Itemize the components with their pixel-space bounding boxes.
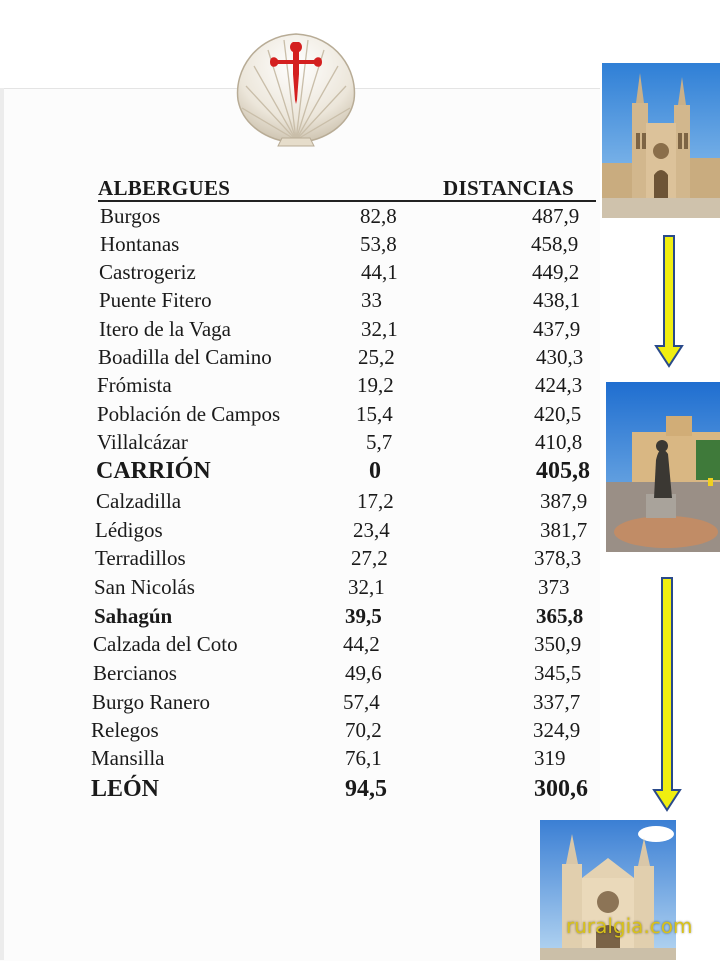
place-name: Boadilla del Camino — [98, 345, 272, 369]
down-arrow-icon — [654, 234, 684, 368]
place-name: Terradillos — [95, 546, 186, 570]
partial-distance: 0 — [369, 458, 381, 484]
partial-distance: 76,1 — [345, 746, 382, 770]
place-name: LEÓN — [91, 776, 160, 802]
partial-distance: 5,7 — [366, 430, 393, 454]
header-distancias: DISTANCIAS — [443, 176, 574, 200]
place-name: Relegos — [91, 718, 159, 742]
total-distance: 350,9 — [534, 632, 582, 656]
total-distance: 345,5 — [534, 661, 582, 685]
page-edge — [0, 88, 4, 960]
table-row — [91, 718, 591, 746]
table-row — [96, 458, 600, 486]
watermark: ruralgia.com — [566, 914, 693, 938]
partial-distance: 32,1 — [348, 575, 385, 599]
partial-distance: 27,2 — [351, 546, 388, 570]
place-name: Itero de la Vaga — [99, 317, 231, 341]
total-distance: 381,7 — [540, 518, 588, 542]
place-name: Puente Fitero — [99, 288, 212, 312]
place-name: San Nicolás — [94, 575, 195, 599]
total-distance: 420,5 — [534, 402, 582, 426]
partial-distance: 53,8 — [360, 232, 397, 256]
table-row — [94, 575, 594, 603]
place-name: Mansilla — [91, 746, 165, 770]
place-name: Calzadilla — [96, 489, 182, 513]
total-distance: 449,2 — [532, 260, 580, 284]
table-row — [96, 489, 596, 517]
total-distance: 300,6 — [534, 776, 588, 802]
place-name: Castrogeriz — [99, 260, 196, 284]
scallop-shell-icon — [232, 30, 360, 148]
place-name: Burgos — [100, 204, 161, 228]
partial-distance: 44,2 — [343, 632, 380, 656]
table-row — [99, 288, 599, 316]
total-distance: 437,9 — [533, 317, 581, 341]
table-row — [97, 373, 597, 401]
burgos-cathedral-photo — [602, 63, 720, 218]
table-row — [93, 632, 593, 660]
header-albergues: ALBERGUES — [98, 176, 231, 200]
total-distance: 424,3 — [535, 373, 583, 397]
place-name: Población de Campos — [97, 402, 281, 426]
table-row — [97, 430, 597, 458]
header-divider — [98, 200, 596, 202]
table-row — [99, 317, 599, 345]
total-distance: 438,1 — [533, 288, 581, 312]
partial-distance: 57,4 — [343, 690, 380, 714]
table-row — [97, 402, 597, 430]
total-distance: 410,8 — [535, 430, 583, 454]
place-name: Lédigos — [95, 518, 163, 542]
total-distance: 324,9 — [533, 718, 581, 742]
place-name: CARRIÓN — [96, 458, 211, 484]
table-row — [91, 776, 601, 804]
partial-distance: 15,4 — [356, 402, 393, 426]
total-distance: 337,7 — [533, 690, 581, 714]
total-distance: 487,9 — [532, 204, 580, 228]
carrion-statue-photo — [606, 382, 720, 552]
table-row — [100, 204, 600, 232]
partial-distance: 23,4 — [353, 518, 390, 542]
partial-distance: 17,2 — [357, 489, 394, 513]
place-name: Calzada del Coto — [93, 632, 238, 656]
table-row — [95, 518, 595, 546]
table-row — [93, 661, 593, 689]
table-row — [98, 345, 598, 373]
partial-distance: 44,1 — [361, 260, 398, 284]
total-distance: 373 — [538, 575, 570, 599]
place-name: Bercianos — [93, 661, 177, 685]
leon-cathedral-photo — [540, 820, 676, 960]
place-name: Frómista — [97, 373, 172, 397]
total-distance: 387,9 — [540, 489, 588, 513]
table-row — [91, 746, 591, 774]
partial-distance: 94,5 — [345, 776, 387, 802]
down-arrow-icon — [652, 576, 682, 812]
place-name: Hontanas — [100, 232, 180, 256]
table-row — [95, 546, 595, 574]
total-distance: 319 — [534, 746, 566, 770]
table-row — [94, 604, 598, 632]
total-distance: 405,8 — [536, 458, 590, 484]
table-row — [100, 232, 600, 260]
total-distance: 458,9 — [531, 232, 579, 256]
total-distance: 365,8 — [536, 604, 584, 628]
partial-distance: 19,2 — [357, 373, 394, 397]
partial-distance: 49,6 — [345, 661, 382, 685]
partial-distance: 33 — [361, 288, 382, 312]
place-name: Burgo Ranero — [92, 690, 211, 714]
partial-distance: 82,8 — [360, 204, 397, 228]
place-name: Sahagún — [94, 604, 173, 628]
partial-distance: 70,2 — [345, 718, 382, 742]
total-distance: 430,3 — [536, 345, 584, 369]
table-row — [99, 260, 599, 288]
table-row — [92, 690, 592, 718]
partial-distance: 39,5 — [345, 604, 382, 628]
partial-distance: 32,1 — [361, 317, 398, 341]
place-name: Villalcázar — [97, 430, 188, 454]
partial-distance: 25,2 — [358, 345, 395, 369]
total-distance: 378,3 — [534, 546, 582, 570]
